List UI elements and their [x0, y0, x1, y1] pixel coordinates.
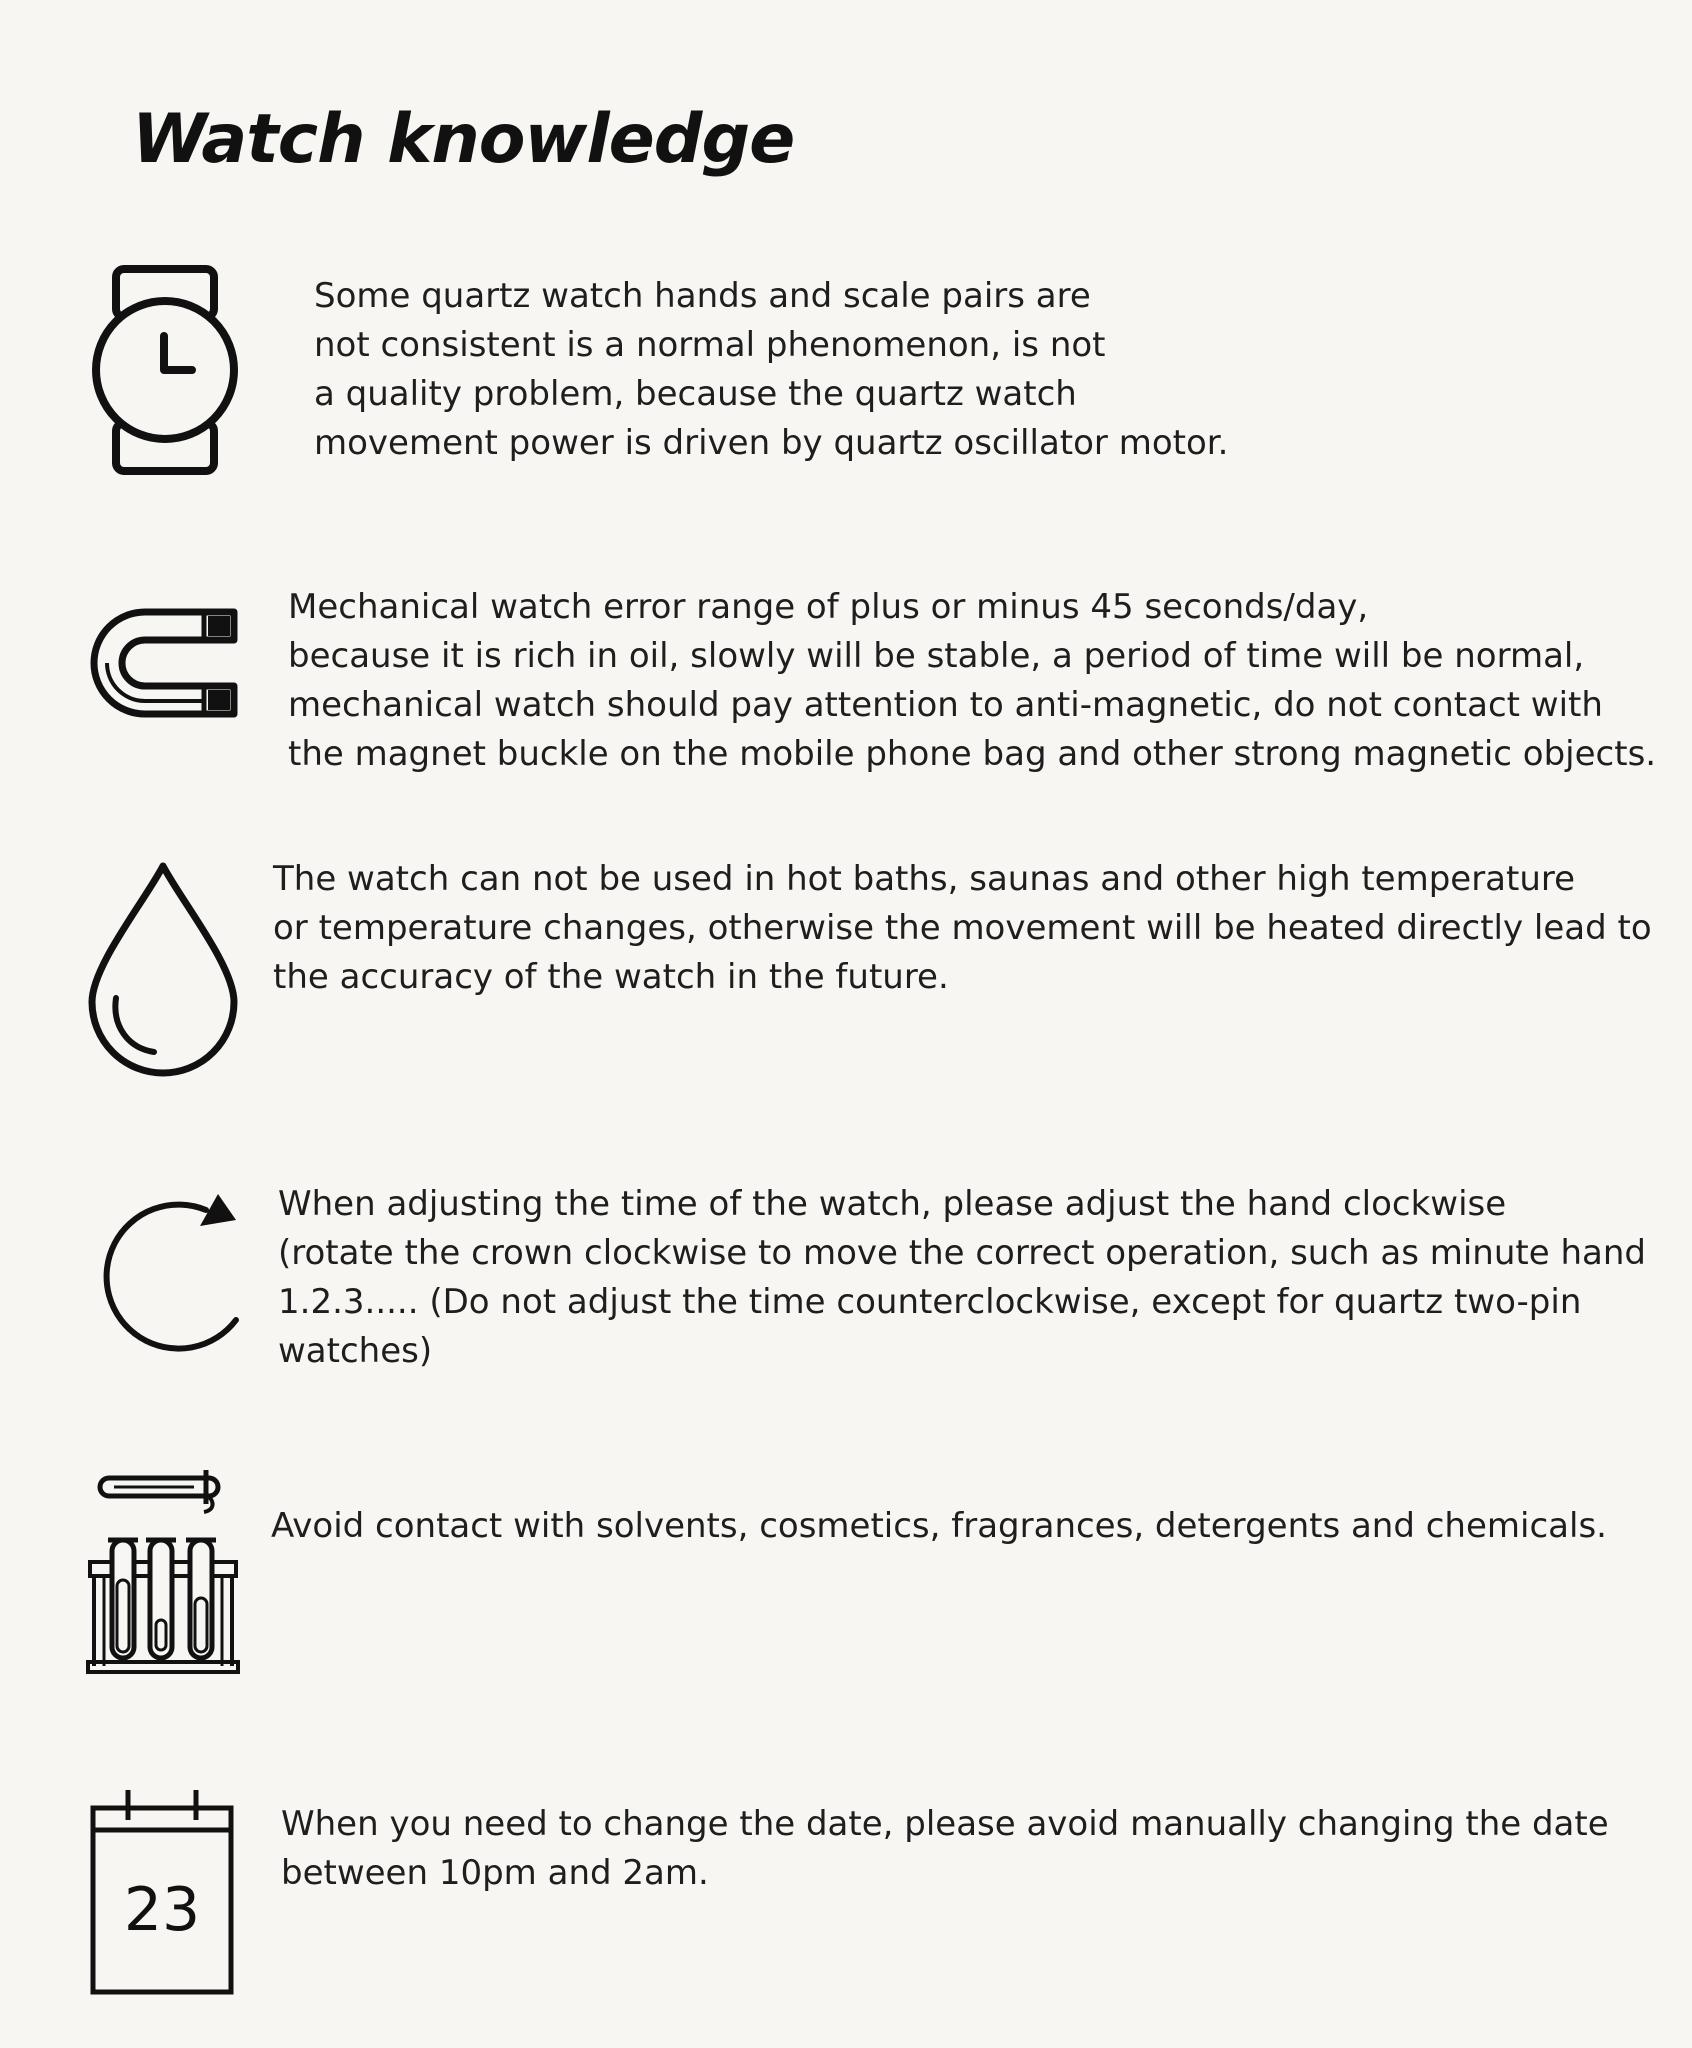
tip-line: not consistent is a normal phenomenon, is not — [314, 325, 1106, 365]
tip-line: between 10pm and 2am. — [281, 1853, 709, 1893]
clockwise-arrow-icon — [90, 1192, 242, 1356]
calendar-day: 23 — [123, 1875, 201, 1945]
tip-line: mechanical watch should pay attention to anti-magnetic, do not contact with — [288, 685, 1603, 725]
tip-line: 1.2.3..... (Do not adjust the time counterclockwise, except for quartz two-pin — [278, 1282, 1582, 1322]
watch-tip-2 — [288, 583, 1656, 779]
watch-tip-1 — [314, 272, 1228, 468]
tip-line: the accuracy of the watch in the future. — [273, 957, 949, 997]
page-title: Watch knowledge — [132, 100, 795, 179]
tip-line: because it is rich in oil, slowly will be stable, a period of time will be normal, — [288, 636, 1585, 676]
tip-line: (rotate the crown clockwise to move the correct operation, such as minute hand — [278, 1233, 1646, 1273]
tip-line: The watch can not be used in hot baths, saunas and other high temperature — [273, 859, 1576, 899]
watch-tip-6 — [281, 1800, 1609, 1898]
tip-line: Some quartz watch hands and scale pairs are — [314, 276, 1091, 316]
calendar-icon — [90, 1790, 234, 1996]
tip-line: a quality problem, because the quartz watch — [314, 374, 1077, 414]
watch-tip-4 — [278, 1180, 1646, 1376]
tip-line: When you need to change the date, please avoid manually changing the date — [281, 1804, 1609, 1844]
tip-line: Avoid contact with solvents, cosmetics, fragrances, detergents and chemicals. — [271, 1506, 1607, 1546]
wristwatch-icon — [88, 264, 242, 476]
water-drop-icon — [86, 860, 240, 1078]
watch-tip-3 — [273, 855, 1652, 1002]
magnet-icon — [90, 608, 238, 720]
tip-line: When adjusting the time of the watch, please adjust the hand clockwise — [278, 1184, 1507, 1224]
tip-line: Mechanical watch error range of plus or minus 45 seconds/day, — [288, 587, 1369, 627]
tip-line: or temperature changes, otherwise the movement will be heated directly lead to — [273, 908, 1652, 948]
tip-line: movement power is driven by quartz oscillator motor. — [314, 423, 1229, 463]
test-tubes-icon — [86, 1470, 242, 1676]
tip-line: the magnet buckle on the mobile phone bag and other strong magnetic objects. — [288, 734, 1657, 774]
watch-tip-5 — [271, 1502, 1607, 1551]
tip-line: watches) — [278, 1331, 433, 1371]
